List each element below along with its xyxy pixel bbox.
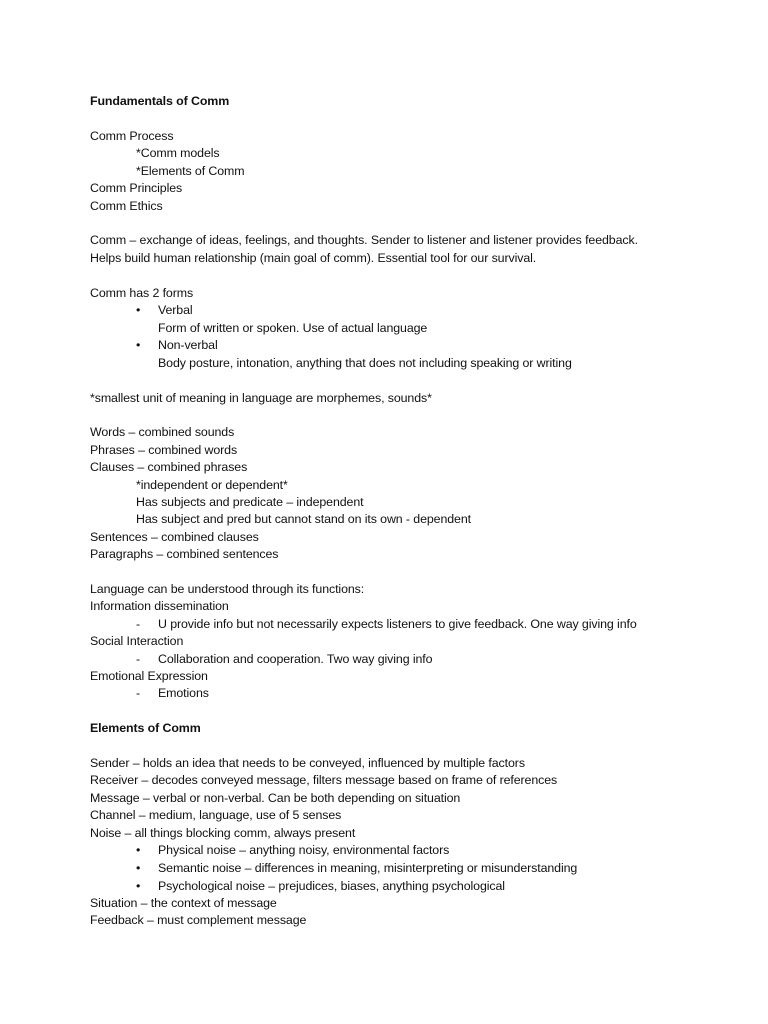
bullet-marker: • — [136, 303, 141, 317]
unit-sentences: Sentences – combined clauses — [90, 530, 259, 544]
dash-marker: - — [136, 652, 141, 666]
function-info-label: Information dissemination — [90, 599, 229, 613]
form-verbal-label: Verbal — [158, 303, 193, 317]
function-social-label: Social Interaction — [90, 634, 184, 648]
unit-paragraphs: Paragraphs – combined sentences — [90, 547, 279, 561]
morpheme-note: *smallest unit of meaning in language are morphemes, sounds* — [90, 391, 432, 405]
document-heading: Fundamentals of Comm — [90, 94, 230, 108]
unit-phrases: Phrases – combined words — [90, 443, 238, 457]
unit-clauses: Clauses – combined phrases — [90, 460, 248, 474]
noise-physical: Physical noise – anything noisy, environmental factors — [158, 843, 450, 857]
element-channel: Channel – medium, language, use of 5 senses — [90, 808, 342, 822]
clause-independent: Has subjects and predicate – independent — [136, 495, 364, 509]
outline-comm-process: Comm Process — [90, 129, 174, 143]
bullet-marker: • — [136, 861, 141, 875]
element-noise: Noise – all things blocking comm, always present — [90, 826, 356, 840]
noise-psychological: Psychological noise – prejudices, biases, anything psychological — [158, 879, 505, 893]
form-nonverbal-desc: Body posture, intonation, anything that does not including speaking or writing — [158, 356, 572, 370]
outline-comm-models: *Comm models — [136, 146, 220, 160]
forms-intro: Comm has 2 forms — [90, 286, 194, 300]
definition-line-2: Helps build human relationship (main goal of comm). Essential tool for our survival. — [90, 251, 537, 265]
form-verbal-desc: Form of written or spoken. Use of actual language — [158, 321, 428, 335]
outline-elements-of-comm: *Elements of Comm — [136, 164, 245, 178]
outline-comm-ethics: Comm Ethics — [90, 199, 163, 213]
dash-marker: - — [136, 686, 141, 700]
element-message: Message – verbal or non-verbal. Can be both depending on situation — [90, 791, 461, 805]
element-sender: Sender – holds an idea that needs to be conveyed, influenced by multiple factors — [90, 756, 525, 770]
outline-comm-principles: Comm Principles — [90, 181, 183, 195]
element-receiver: Receiver – decodes conveyed message, filters message based on frame of references — [90, 773, 558, 787]
bullet-marker: • — [136, 879, 141, 893]
noise-semantic: Semantic noise – differences in meaning, misinterpreting or misunderstanding — [158, 861, 578, 875]
form-nonverbal-label: Non-verbal — [158, 338, 218, 352]
elements-heading: Elements of Comm — [90, 721, 201, 735]
bullet-marker: • — [136, 338, 141, 352]
functions-intro: Language can be understood through its functions: — [90, 582, 365, 596]
clause-note: *independent or dependent* — [136, 478, 288, 492]
unit-words: Words – combined sounds — [90, 425, 235, 439]
clause-dependent: Has subject and pred but cannot stand on its own - dependent — [136, 512, 471, 526]
element-feedback: Feedback – must complement message — [90, 913, 307, 927]
element-situation: Situation – the context of message — [90, 896, 277, 910]
function-emotional-label: Emotional Expression — [90, 669, 208, 683]
bullet-marker: • — [136, 843, 141, 857]
function-emotional-desc: Emotions — [158, 686, 209, 700]
definition-line-1: Comm – exchange of ideas, feelings, and thoughts. Sender to listener and listener provides feedback. — [90, 233, 638, 247]
dash-marker: - — [136, 617, 141, 631]
function-social-desc: Collaboration and cooperation. Two way giving info — [158, 652, 433, 666]
function-info-desc: U provide info but not necessarily expects listeners to give feedback. One way giving info — [158, 617, 637, 631]
